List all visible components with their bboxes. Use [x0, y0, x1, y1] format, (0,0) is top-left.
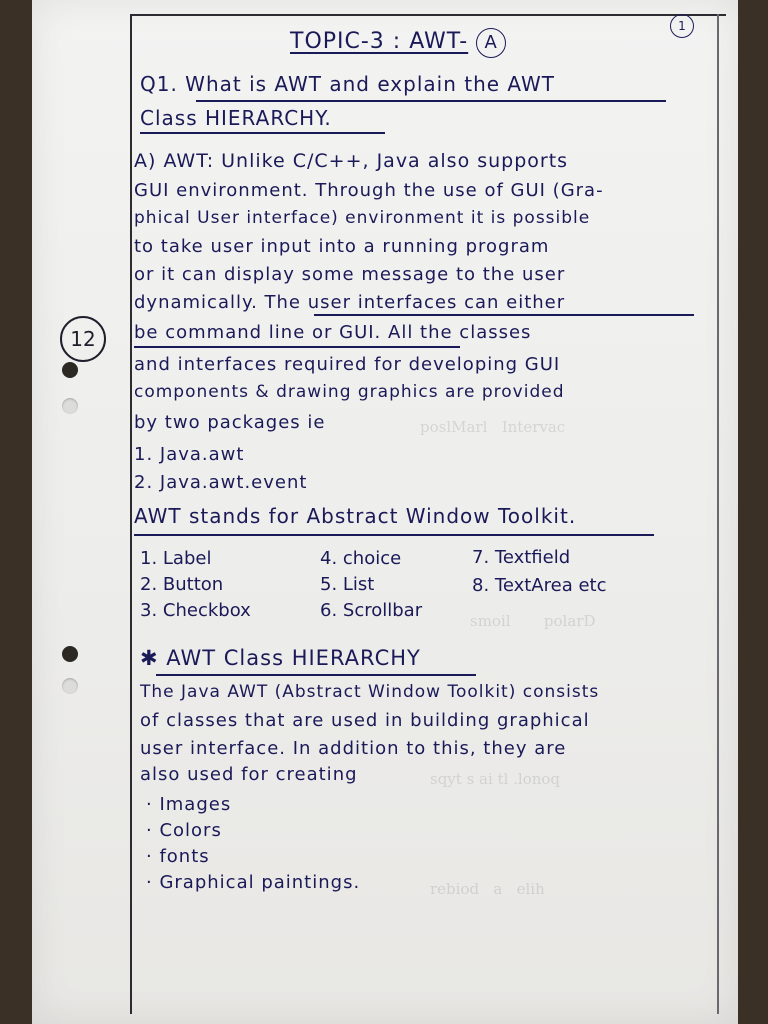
hierarchy-line: user interface. In addition to this, they are	[140, 738, 567, 759]
bullet-item-text: fonts	[159, 846, 210, 867]
component-item: 4. choice	[320, 548, 402, 569]
bleed-through-decoration: rebiod a elih	[430, 880, 545, 898]
package-item: 1. Java.awt	[134, 444, 245, 465]
answer-line: GUI environment. Through the use of GUI (Gra-	[134, 180, 604, 201]
hierarchy-heading: ✱ AWT Class HIERARCHY	[140, 646, 421, 670]
awt-stands-for: AWT stands for Abstract Window Toolkit.	[134, 504, 577, 528]
bullet-item: · fonts	[146, 846, 210, 867]
punch-hole	[62, 678, 78, 694]
answer-line: dynamically. The user interfaces can either	[134, 292, 566, 313]
answer-line: components & drawing graphics are provided	[134, 382, 565, 402]
margin-line-vertical	[130, 14, 132, 1014]
page-number-text: 1	[678, 19, 686, 33]
component-item: 3. Checkbox	[140, 600, 251, 621]
component-item: 1. Label	[140, 548, 212, 569]
bullet-item-text: Colors	[159, 820, 222, 841]
bullet-item: · Graphical paintings.	[146, 872, 361, 893]
page-number	[670, 14, 694, 38]
component-item: 5. List	[320, 574, 375, 595]
answer-underline	[314, 314, 694, 316]
question-line-1: Q1. What is AWT and explain the AWT	[140, 72, 555, 96]
hierarchy-underline	[156, 674, 476, 676]
margin-number-text: 12	[70, 327, 96, 351]
question-underline	[140, 132, 385, 134]
component-item: 7. Textfield	[472, 547, 571, 568]
components-column-1	[140, 546, 251, 624]
bullet-item-text: Images	[159, 794, 232, 815]
answer-line: by two packages ie	[134, 412, 326, 433]
components-column-3	[472, 544, 606, 600]
component-item: 2. Button	[140, 574, 224, 595]
punch-hole	[62, 362, 78, 378]
answer-line: A) AWT: Unlike C/C++, Java also supports	[134, 150, 569, 172]
answer-line: or it can display some message to the user	[134, 264, 566, 285]
answer-underline	[134, 346, 460, 348]
hierarchy-line: also used for creating	[140, 764, 358, 785]
hierarchy-line: of classes that are used in building graphical	[140, 710, 590, 731]
answer-line: phical User interface) environment it is possible	[134, 208, 591, 228]
answer-line: and interfaces required for developing GUI	[134, 354, 561, 375]
punch-hole	[62, 398, 78, 414]
question-underline	[196, 100, 666, 102]
title-circled-letter: A	[476, 28, 506, 58]
hierarchy-line: The Java AWT (Abstract Window Toolkit) consists	[140, 682, 600, 702]
bullet-item: · Colors	[146, 820, 222, 841]
package-item: 2. Java.awt.event	[134, 472, 308, 493]
bullet-item: · Images	[146, 794, 232, 815]
margin-line-right	[717, 14, 719, 1014]
component-item: 6. Scrollbar	[320, 600, 423, 621]
bleed-through-decoration: smoil polarD	[470, 612, 596, 630]
answer-line: to take user input into a running program	[134, 236, 550, 257]
awt-stands-underline	[134, 534, 654, 536]
question-line-2: Class HIERARCHY.	[140, 106, 332, 130]
answer-line: be command line or GUI. All the classes	[134, 322, 532, 343]
hierarchy-heading-text: AWT Class HIERARCHY	[166, 646, 421, 670]
bleed-through-decoration: sqyt s ai tl .lonoq	[430, 770, 561, 788]
bleed-through-decoration: poslMarl Intervac	[420, 418, 566, 436]
bullet-item-text: Graphical paintings.	[159, 872, 361, 893]
components-column-2	[320, 546, 422, 624]
punch-hole	[62, 646, 78, 662]
page-title	[290, 28, 506, 58]
component-item: 8. TextArea etc	[472, 575, 607, 596]
margin-circled-number	[60, 316, 106, 362]
page-title-text: TOPIC-3 : AWT-	[290, 29, 469, 54]
margin-line-top	[130, 14, 726, 16]
